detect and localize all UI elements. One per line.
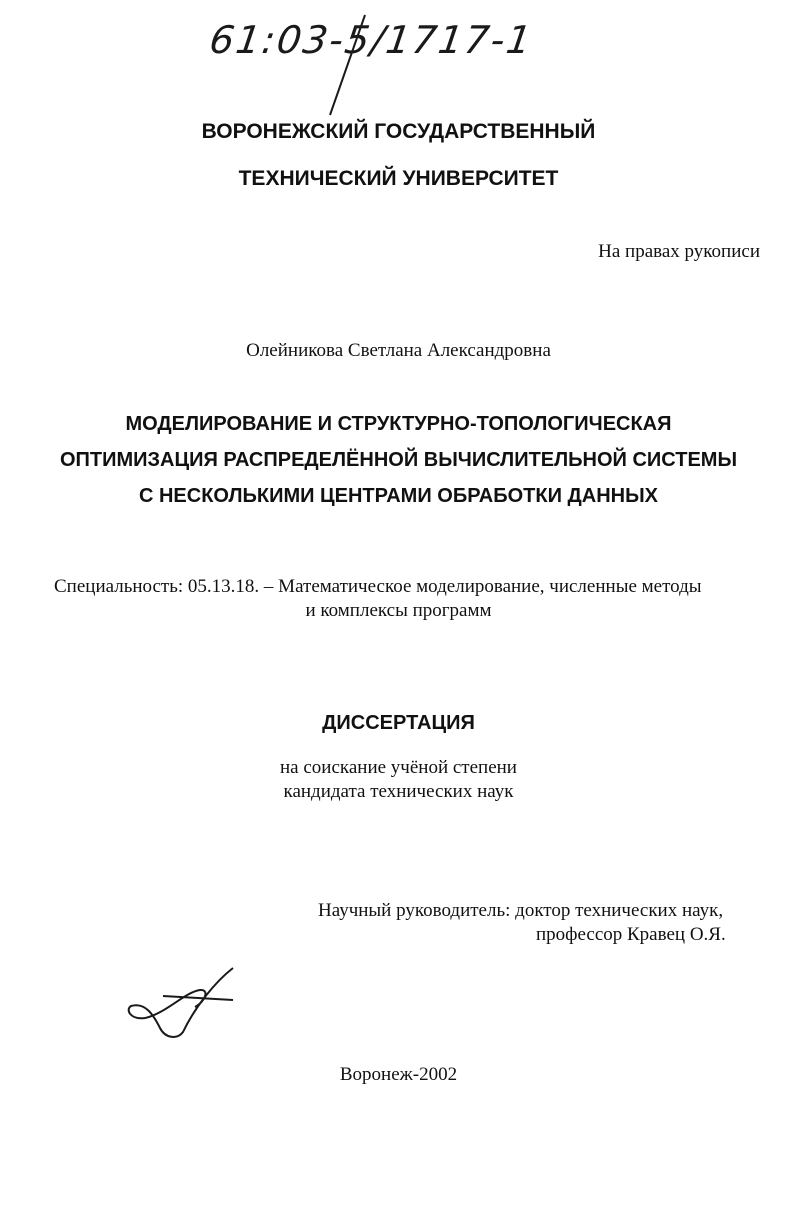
title-line3: С НЕСКОЛЬКИМИ ЦЕНТРАМИ ОБРАБОТКИ ДАННЫХ <box>138 485 659 507</box>
doc-type: ДИССЕРТАЦИЯ <box>322 712 475 734</box>
author-name: Олейникова Светлана Александровна <box>246 340 551 361</box>
title-line1: МОДЕЛИРОВАНИЕ И СТРУКТУРНО-ТОПОЛОГИЧЕСКАЯ <box>125 413 672 435</box>
degree-line1: на соискание учёной степени <box>280 757 517 778</box>
specialty-line1: Специальность: 05.13.18. – Математическое моделирование, численные методы <box>54 576 702 597</box>
city-year: Воронеж-2002 <box>339 1064 458 1085</box>
university-line2: ТЕХНИЧЕСКИЙ УНИВЕРСИТЕТ <box>238 167 559 190</box>
handwritten-slash-mark <box>320 10 380 120</box>
specialty-line2: и комплексы программ <box>305 600 492 621</box>
university-line1: ВОРОНЕЖСКИЙ ГОСУДАРСТВЕННЫЙ <box>201 120 596 143</box>
supervisor-line2: профессор Кравец О.Я. <box>536 924 726 945</box>
supervisor-line1: Научный руководитель: доктор технических наук, <box>318 900 724 921</box>
title-line2: ОПТИМИЗАЦИЯ РАСПРЕДЕЛЁННОЙ ВЫЧИСЛИТЕЛЬНОЙ СИСТЕМЫ <box>59 449 738 471</box>
signature <box>125 962 255 1042</box>
handwritten-code: 61:03-5/1717-1 <box>206 18 536 62</box>
degree-line2: кандидата технических наук <box>283 781 514 802</box>
manuscript-note: На правах рукописи <box>598 241 760 262</box>
